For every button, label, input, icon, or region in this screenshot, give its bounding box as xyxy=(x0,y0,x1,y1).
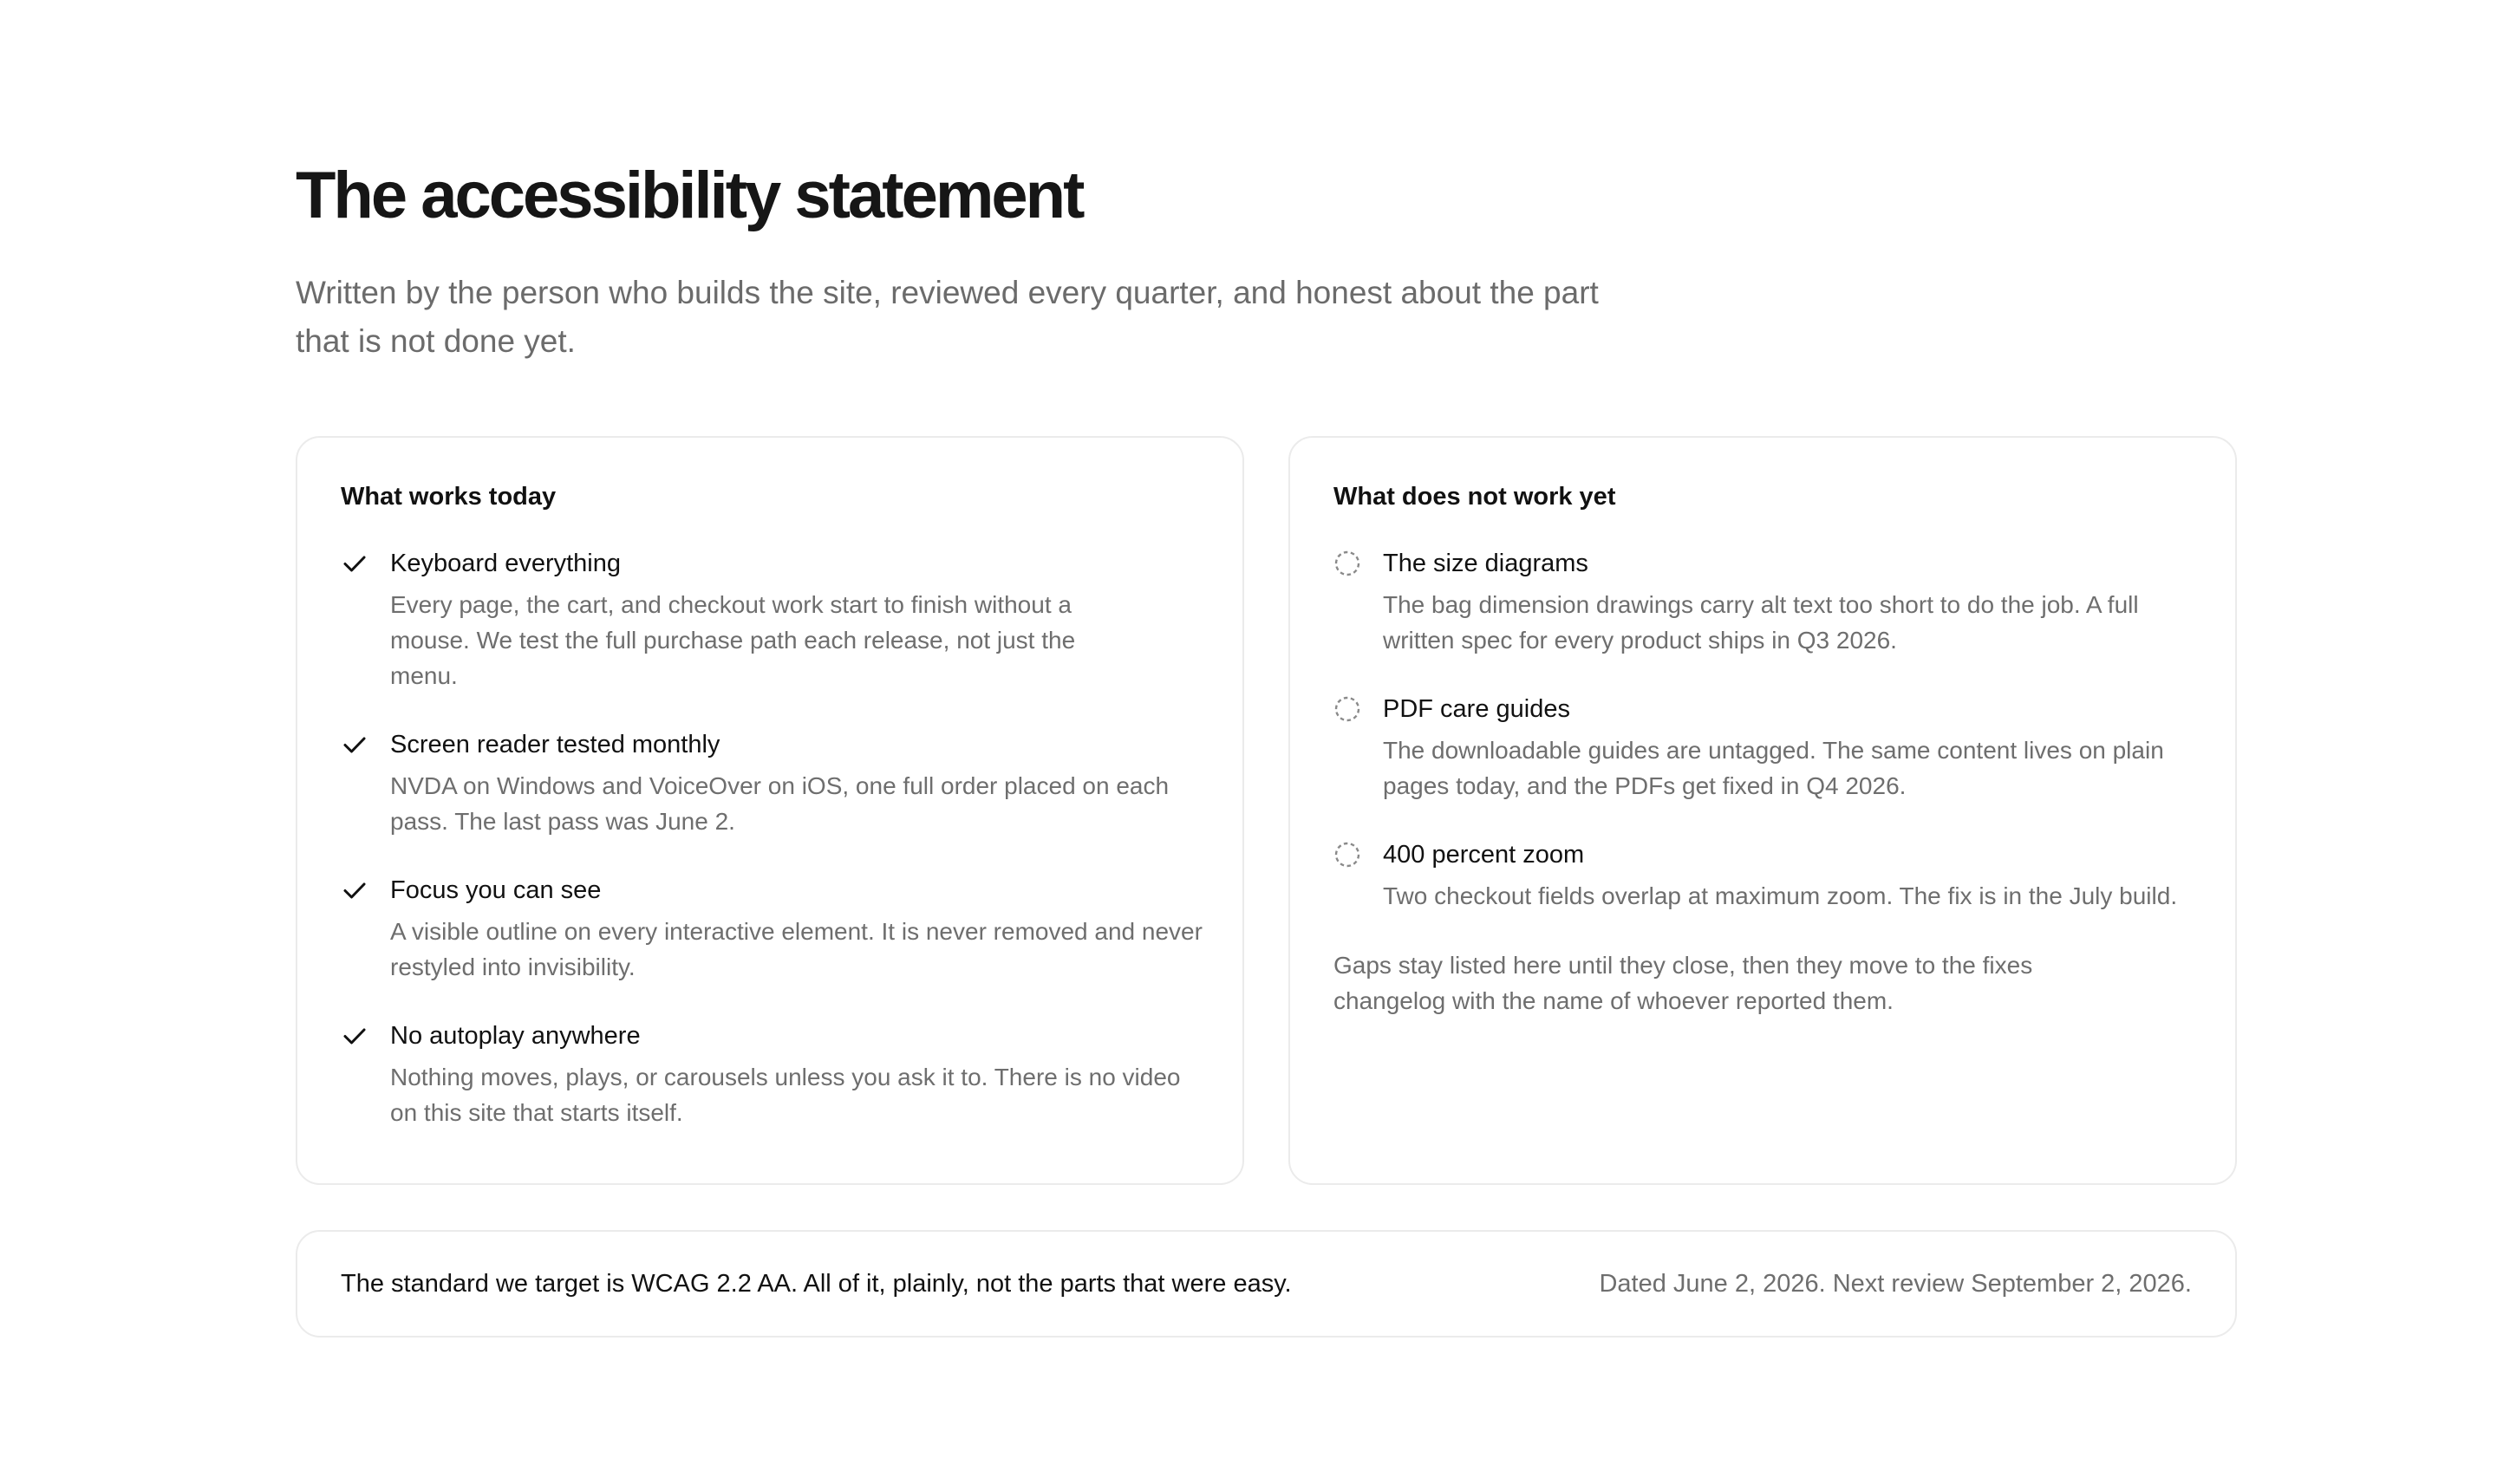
gap-item-zoom xyxy=(1333,837,2192,914)
check-icon xyxy=(341,550,368,577)
page-title: The accessibility statement xyxy=(296,159,1083,232)
not-working-heading: What does not work yet xyxy=(1333,483,1616,511)
gap-item-size-diagrams xyxy=(1333,546,2192,658)
gap-item-pdf-guides xyxy=(1333,692,2192,804)
gap-item-description: The bag dimension drawings carry alt text too short to do the job. A full written spec for every product ships in Q3 2026. xyxy=(1383,591,2139,654)
standard-footer xyxy=(296,1230,2237,1338)
works-today-heading: What works today xyxy=(341,483,557,511)
works-item-screen-reader xyxy=(341,727,1199,839)
works-item-description: A visible outline on every interactive element. It is never removed and never restyled into invisibility. xyxy=(390,918,1203,980)
works-item-description: Nothing moves, plays, or carousels unless you ask it to. There is no video on this site that starts itself. xyxy=(390,1064,1181,1126)
check-icon xyxy=(341,876,368,904)
gap-item-title: 400 percent zoom xyxy=(1383,841,1585,869)
works-item-title: Keyboard everything xyxy=(390,550,621,577)
gaps-note: Gaps stay listed here until they close, then they move to the fixes changelog with the name of whoever reported them. xyxy=(1333,952,2033,1014)
check-icon xyxy=(341,731,368,758)
page-subtitle: Written by the person who builds the site, reviewed every quarter, and honest about the part that is not done yet. xyxy=(296,275,1599,359)
works-today-list xyxy=(341,546,1203,1130)
gap-item-description: Two checkout fields overlap at maximum zoom. The fix is in the July build. xyxy=(1383,882,2178,909)
gap-item-title: PDF care guides xyxy=(1383,695,1570,723)
works-today-card xyxy=(296,436,1244,1185)
works-item-focus xyxy=(341,873,1203,985)
works-item-keyboard xyxy=(341,546,1199,693)
wcag-standard-text: The standard we target is WCAG 2.2 AA. All of it, plainly, not the parts that were easy. xyxy=(341,1270,1292,1298)
accessibility-statement-page xyxy=(296,159,2237,1298)
dashed-circle-icon xyxy=(1333,841,1361,869)
review-dates: Dated June 2, 2026. Next review September 2, 2026. xyxy=(1599,1270,2192,1298)
dashed-circle-icon xyxy=(1333,695,1361,723)
status-cards xyxy=(296,436,2237,1187)
gap-item-title: The size diagrams xyxy=(1383,550,1588,577)
works-item-title: Screen reader tested monthly xyxy=(390,731,720,758)
dashed-circle-icon xyxy=(1333,550,1361,577)
gap-item-description: The downloadable guides are untagged. The same content lives on plain pages today, and the PDFs get fixed in Q4 2026. xyxy=(1383,737,2164,799)
works-item-description: NVDA on Windows and VoiceOver on iOS, one full order placed on each pass. The last pass was June 2. xyxy=(390,772,1170,835)
works-item-title: No autoplay anywhere xyxy=(390,1022,641,1050)
not-working-card xyxy=(1288,436,2237,1185)
works-item-description: Every page, the cart, and checkout work start to finish without a mouse. We test the full purchase path each release, not just the menu. xyxy=(390,591,1076,689)
works-item-autoplay xyxy=(341,1019,1199,1130)
check-icon xyxy=(341,1022,368,1050)
works-item-title: Focus you can see xyxy=(390,876,602,904)
not-working-list xyxy=(1333,546,2192,914)
